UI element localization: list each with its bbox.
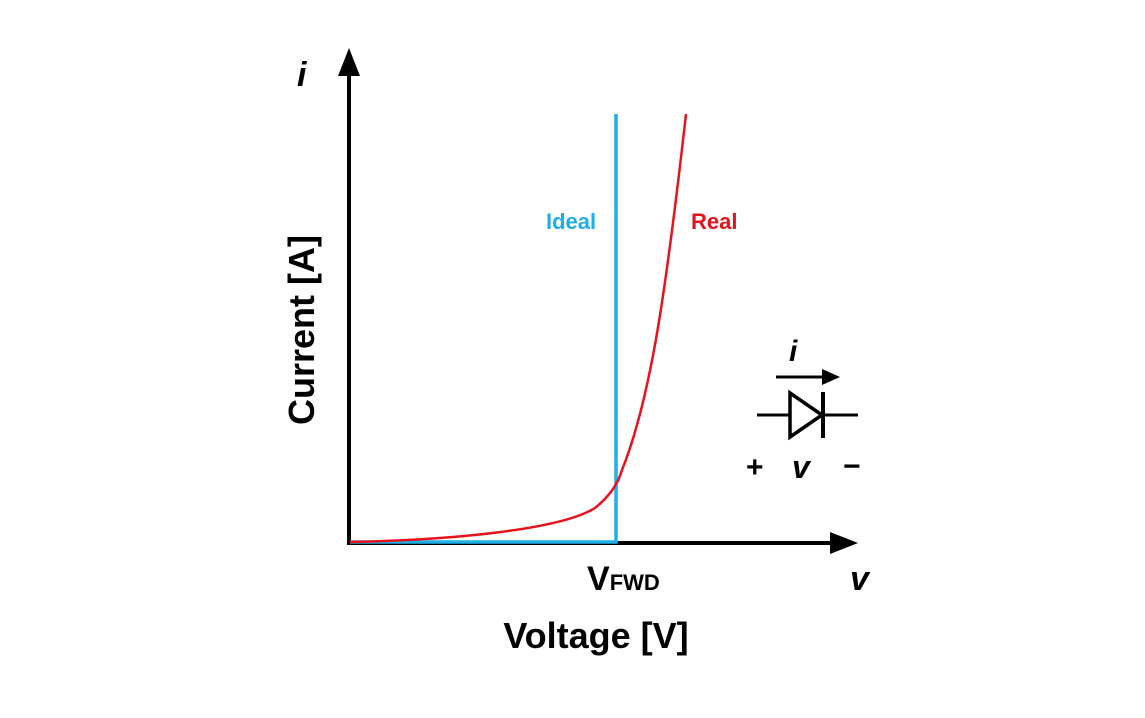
vfwd-subscript: FWD (609, 570, 660, 595)
ideal-label: Ideal (546, 209, 597, 234)
x-axis-symbol: v (850, 560, 869, 598)
real-label: Real (691, 209, 738, 234)
diode-plus-sign: + (746, 451, 764, 484)
y-axis-label: Current [A] (281, 235, 322, 425)
y-axis-arrowhead (338, 48, 360, 76)
diode-current-arrowhead (822, 369, 840, 385)
diode-minus-sign: − (843, 450, 861, 483)
real-curve (350, 114, 686, 542)
vfwd-label (587, 560, 660, 598)
x-axis-arrowhead (830, 532, 858, 554)
diode-current-label: i (789, 335, 798, 368)
diode-triangle (790, 393, 822, 437)
x-axis-label: Voltage [V] (503, 615, 689, 656)
diode-symbol (746, 335, 861, 485)
y-axis-symbol: i (297, 56, 307, 94)
diode-voltage-label: v (792, 449, 810, 485)
vfwd-main: V (587, 560, 610, 598)
ideal-curve (350, 114, 616, 542)
